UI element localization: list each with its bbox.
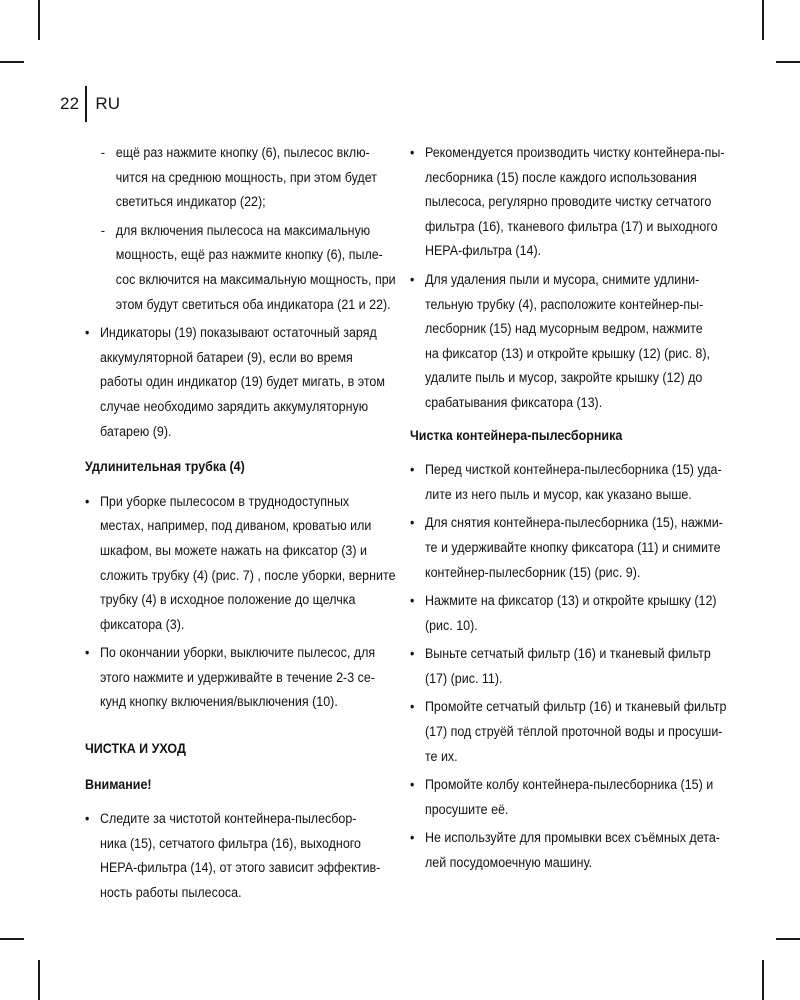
text-line: Перед чисткой контейнера-пылесборника (15) уда-: [424, 462, 722, 479]
text-line: Нажмите на фиксатор (13) и откройте крышку (12): [424, 593, 717, 610]
bullet-marker: •: [85, 325, 90, 342]
text-line: для включения пылесоса на максимальную: [115, 222, 371, 239]
text-line: Для удаления пыли и мусора, снимите удлини-: [424, 271, 700, 288]
text-line: пылесоса, регулярно проводите чистку сетчатого: [424, 194, 712, 211]
text-line: Для снятия контейнера-пылесборника (15), нажми-: [424, 515, 723, 532]
right-column: [410, 141, 727, 880]
text-line: этого нажмите и удерживайте в течение 2-3 се-: [99, 669, 375, 686]
list-item: [100, 219, 396, 317]
list-item: [410, 458, 722, 507]
dash-marker: -: [100, 145, 106, 161]
heading-cleaning-care: ЧИСТКА И УХОД: [85, 741, 186, 758]
text-line: на фиксатор (13) и откройте крышку (12) (рис. 8),: [424, 345, 710, 362]
crop-mark-left-bottom: [0, 938, 24, 940]
text-line: сос включится на максимальную мощность, при: [115, 271, 396, 288]
text-line: чится на среднюю мощность, при этом будет: [115, 169, 377, 186]
text-line: те их.: [424, 748, 458, 765]
list-item: [410, 826, 722, 875]
list-item: [85, 807, 385, 905]
list-item: [410, 511, 722, 585]
heading-extension-tube: Удлинительная трубка (4): [85, 459, 245, 476]
text-line: ность работы пылесоса.: [99, 885, 242, 902]
language-code: RU: [95, 94, 121, 113]
text-line: контейнер-пылесборник (15) (рис. 9).: [424, 564, 641, 581]
text-line: лесборник (15) над мусорным ведром, нажмите: [424, 321, 703, 338]
bullet-marker: •: [85, 645, 90, 662]
header-divider: [85, 86, 87, 122]
bullet-marker: •: [410, 515, 415, 532]
text-line: светиться индикатор (22);: [115, 194, 266, 211]
text-line: По окончании уборки, выключите пылесос, для: [99, 645, 376, 662]
list-item: [85, 321, 385, 444]
crop-mark-right-bottom: [776, 938, 800, 940]
crop-mark-bottom-right: [762, 960, 764, 1000]
text-line: (17) под струёй тёплой проточной воды и просуши-: [424, 724, 723, 741]
heading-attention: Внимание!: [85, 776, 152, 793]
bullet-marker: •: [410, 646, 415, 663]
text-line: случае необходимо зарядить аккумуляторную: [99, 398, 369, 415]
crop-mark-top-left: [38, 0, 40, 40]
text-line: лите из него пыль и мусор, как указано выше.: [424, 486, 692, 503]
text-line: кунд кнопку включения/выключения (10).: [99, 694, 338, 711]
bullet-marker: •: [410, 145, 415, 161]
list-item: [85, 490, 396, 638]
text-line: ника (15), сетчатого фильтра (16), выходного: [99, 835, 362, 852]
text-line: трубку (4) в исходное положение до щелчка: [99, 592, 356, 609]
text-line: сложить трубку (4) (рис. 7) , после уборки, верните: [99, 567, 396, 584]
list-item: [410, 268, 722, 416]
list-item: [410, 642, 722, 691]
dash-marker: -: [100, 222, 106, 239]
crop-mark-left-top: [0, 61, 24, 63]
bullet-marker: •: [85, 811, 90, 828]
list-item: [410, 141, 725, 264]
text-line: (рис. 10).: [424, 617, 478, 634]
extension-tube-list: [85, 490, 396, 715]
text-line: мощность, ещё раз нажмите кнопку (6), пыле-: [115, 247, 383, 264]
text-line: лесборника (15) после каждого использования: [424, 169, 697, 186]
bullet-marker: •: [410, 462, 415, 479]
text-line: срабатывания фиксатора (13).: [424, 394, 603, 411]
text-line: шкафом, вы можете нажать на фиксатор (3) и: [99, 542, 367, 559]
list-item: [410, 773, 722, 822]
text-line: Выньте сетчатый фильтр (16) и тканевый фильтр: [424, 646, 711, 663]
text-line: НЕРА-фильтра (14), от этого зависит эффектив-: [99, 860, 381, 877]
page-header: [60, 86, 120, 122]
text-line: батарею (9).: [99, 423, 172, 440]
crop-mark-right-top: [776, 61, 800, 63]
text-line: фильтра (16), тканевого фильтра (17) и выходного: [424, 218, 718, 235]
dash-list: [85, 141, 396, 317]
text-line: те и удерживайте кнопку фиксатора (11) и снимите: [424, 539, 721, 556]
maintenance-list: [410, 141, 725, 416]
heading-container-cleaning: Чистка контейнера-пылесборника: [410, 427, 623, 444]
text-line: При уборке пылесосом в труднодоступных: [99, 493, 350, 510]
text-line: Следите за чистотой контейнера-пылесбор-: [99, 811, 357, 828]
crop-mark-top-right: [762, 0, 764, 40]
text-line: ещё раз нажмите кнопку (6), пылесос вклю-: [115, 145, 370, 161]
list-item: [410, 589, 722, 638]
list-item: [410, 695, 727, 769]
bullet-marker: •: [410, 699, 415, 716]
text-line: удалите пыль и мусор, закройте крышку (12) до: [424, 370, 703, 387]
text-line: Индикаторы (19) показывают остаточный заряд: [99, 325, 377, 342]
text-line: (17) (рис. 11).: [424, 670, 503, 687]
bullet-marker: •: [410, 830, 415, 847]
text-line: Промойте сетчатый фильтр (16) и тканевый фильтр: [424, 699, 727, 716]
text-line: лей посудомоечную машину.: [424, 855, 593, 872]
text-line: просушите её.: [424, 801, 509, 818]
page-number: 22: [60, 94, 80, 113]
text-line: Промойте колбу контейнера-пылесборника (15) и: [424, 777, 714, 794]
bullet-marker: •: [410, 777, 415, 794]
text-line: НЕРА-фильтра (14).: [424, 243, 542, 260]
text-line: тельную трубку (4), расположите контейнер-пы-: [424, 296, 704, 313]
attention-list: [85, 807, 385, 905]
list-item: [85, 641, 385, 715]
bullet-marker: •: [410, 593, 415, 610]
crop-mark-bottom-left: [38, 960, 40, 1000]
text-line: местах, например, под диваном, кроватью или: [99, 518, 372, 535]
container-cleaning-list: [410, 458, 727, 876]
text-line: этом будут светиться оба индикатора (21 и 22).: [115, 296, 391, 313]
text-line: фиксатора (3).: [99, 616, 185, 633]
battery-indicator-note: [85, 321, 385, 444]
bullet-marker: •: [410, 271, 415, 288]
text-line: Не используйте для промывки всех съёмных дета-: [424, 830, 720, 847]
left-column: [85, 141, 396, 910]
text-line: Рекомендуется производить чистку контейнера-пы-: [424, 145, 725, 161]
list-item: [101, 141, 385, 215]
text-line: работы один индикатор (19) будет мигать, в этом: [99, 374, 385, 391]
bullet-marker: •: [85, 493, 90, 510]
text-line: аккумуляторной батареи (9), если во время: [99, 349, 353, 366]
